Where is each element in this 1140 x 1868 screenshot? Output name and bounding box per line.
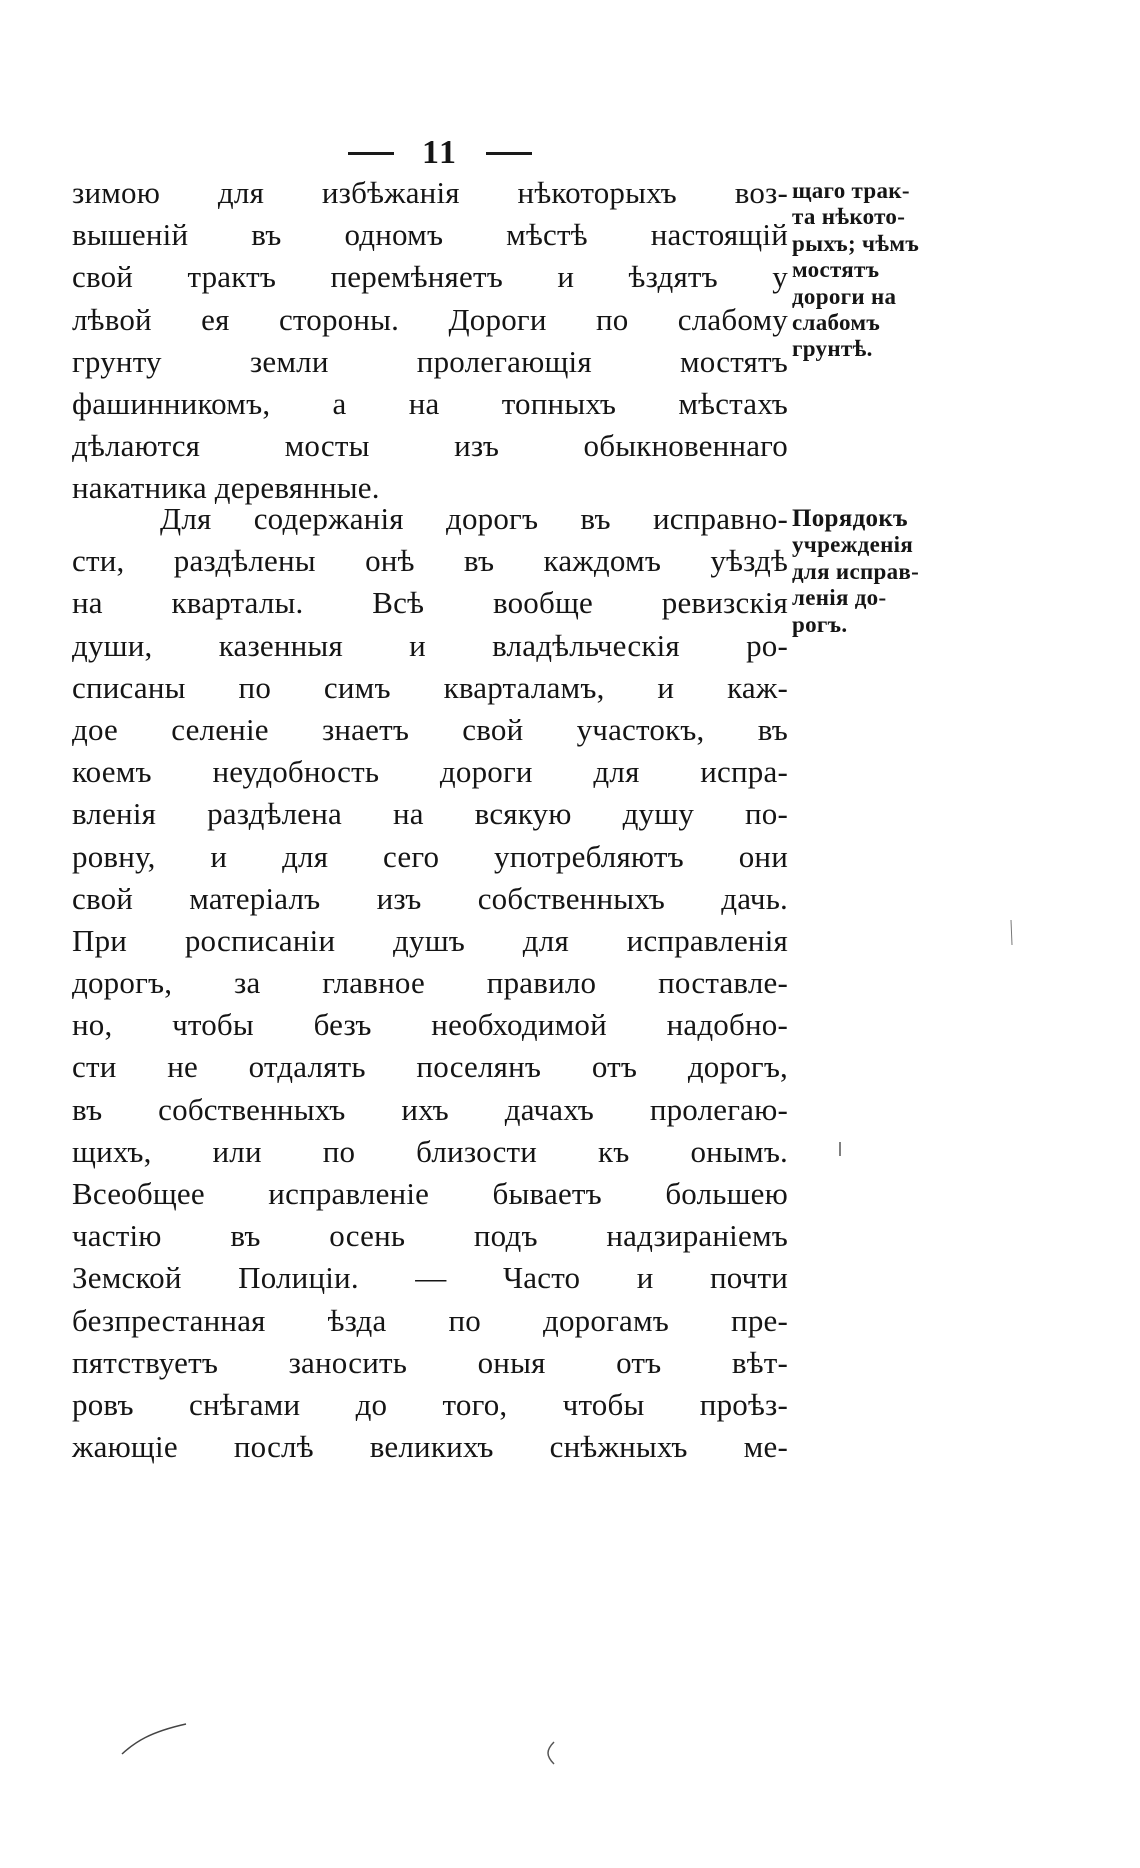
margin-line: щаго трак- — [792, 178, 910, 203]
margin-line: слабомъ — [792, 310, 881, 336]
margin-line: ленія до- — [792, 585, 887, 611]
text-line: но, чтобы безъ необходимой надобно- — [72, 1007, 788, 1043]
margin-line: для исправ- — [792, 558, 920, 584]
text-line: дое селеніе знаетъ свой участокъ, въ — [72, 711, 788, 747]
margin-line: Порядокъ — [792, 505, 908, 532]
margin-line: дороги на — [792, 283, 897, 309]
margin-line: учрежденія — [792, 532, 914, 558]
text-line: на кварталы. Всѣ вообще ревизскія — [72, 585, 788, 621]
margin-note-roads — [792, 178, 992, 363]
paragraph-roads-winter — [72, 172, 788, 510]
text-line: частію въ осень подъ надзираніемъ — [72, 1218, 788, 1254]
text-line: дорогъ, за главное правило поставле- — [72, 965, 788, 1001]
text-line: вышеній въ одномъ мѣстѣ настоящій — [72, 217, 788, 253]
text-line: свой матеріалъ изъ собственныхъ дачь. — [72, 880, 788, 916]
text-line: души, казенныя и владѣльческія ро- — [72, 627, 788, 663]
text-line: сти, раздѣлены онѣ въ каждомъ уѣздѣ — [72, 543, 788, 579]
text-line: жающіе послѣ великихъ снѣжныхъ ме- — [72, 1429, 788, 1465]
text-line: въ собственныхъ ихъ дачахъ пролегаю- — [72, 1091, 788, 1127]
page-header — [320, 136, 560, 170]
text-line: безпрестанная ѣзда по дорогамъ пре- — [72, 1302, 788, 1338]
text-line: щихъ, или по близости къ онымъ. — [72, 1133, 788, 1169]
ink-mark-decoration — [540, 1738, 560, 1768]
text-line: лѣвой ея стороны. Дороги по слабому — [72, 301, 788, 337]
text-line: дѣлаются мосты изъ обыкновеннаго — [72, 428, 788, 464]
page-number: 11 — [421, 134, 459, 171]
text-line: Для содержанія дорогъ въ исправно- — [160, 501, 788, 536]
text-line: ровну, и для сего употребляютъ они — [72, 838, 788, 874]
margin-note-maintenance — [792, 506, 992, 638]
speck-decoration — [835, 1140, 845, 1160]
header-dash-right — [486, 152, 532, 155]
speck-decoration — [1008, 915, 1018, 955]
margin-line: рыхъ; чѣмъ — [792, 230, 920, 256]
margin-line: грунтѣ. — [792, 336, 873, 362]
text-line: Земской Полиціи. — Часто и почти — [72, 1260, 788, 1296]
text-line: фашинникомъ, а на топныхъ мѣстахъ — [72, 385, 788, 421]
margin-line: та нѣкото- — [792, 204, 906, 230]
text-line: списаны по симъ кварталамъ, и каж- — [72, 669, 788, 705]
paragraph-road-maintenance — [72, 498, 788, 1468]
text-line: вленія раздѣлена на всякую душу по- — [72, 796, 788, 832]
text-line: ровъ снѣгами до того, чтобы проѣз- — [72, 1386, 788, 1422]
text-line: свой трактъ перемѣняетъ и ѣздятъ у — [72, 259, 788, 295]
text-line: пятствуетъ заносить оныя отъ вѣт- — [72, 1344, 788, 1380]
text-line: грунту земли пролегающія мостятъ — [72, 343, 788, 379]
header-dash-left — [348, 152, 394, 155]
text-line: При росписаніи душъ для исправленія — [72, 922, 788, 958]
margin-line: мостятъ — [792, 257, 880, 283]
ink-stroke-decoration — [120, 1718, 190, 1758]
text-line: зимою для избѣжанія нѣкоторыхъ воз- — [72, 175, 788, 210]
text-line: Всеобщее исправленіе бываетъ большею — [72, 1176, 788, 1211]
text-line: накатника деревянные. — [72, 470, 380, 506]
text-line: коемъ неудобность дороги для испра- — [72, 754, 788, 790]
margin-line: рогъ. — [792, 611, 848, 637]
text-line: сти не отдалять поселянъ отъ дорогъ, — [72, 1049, 788, 1085]
